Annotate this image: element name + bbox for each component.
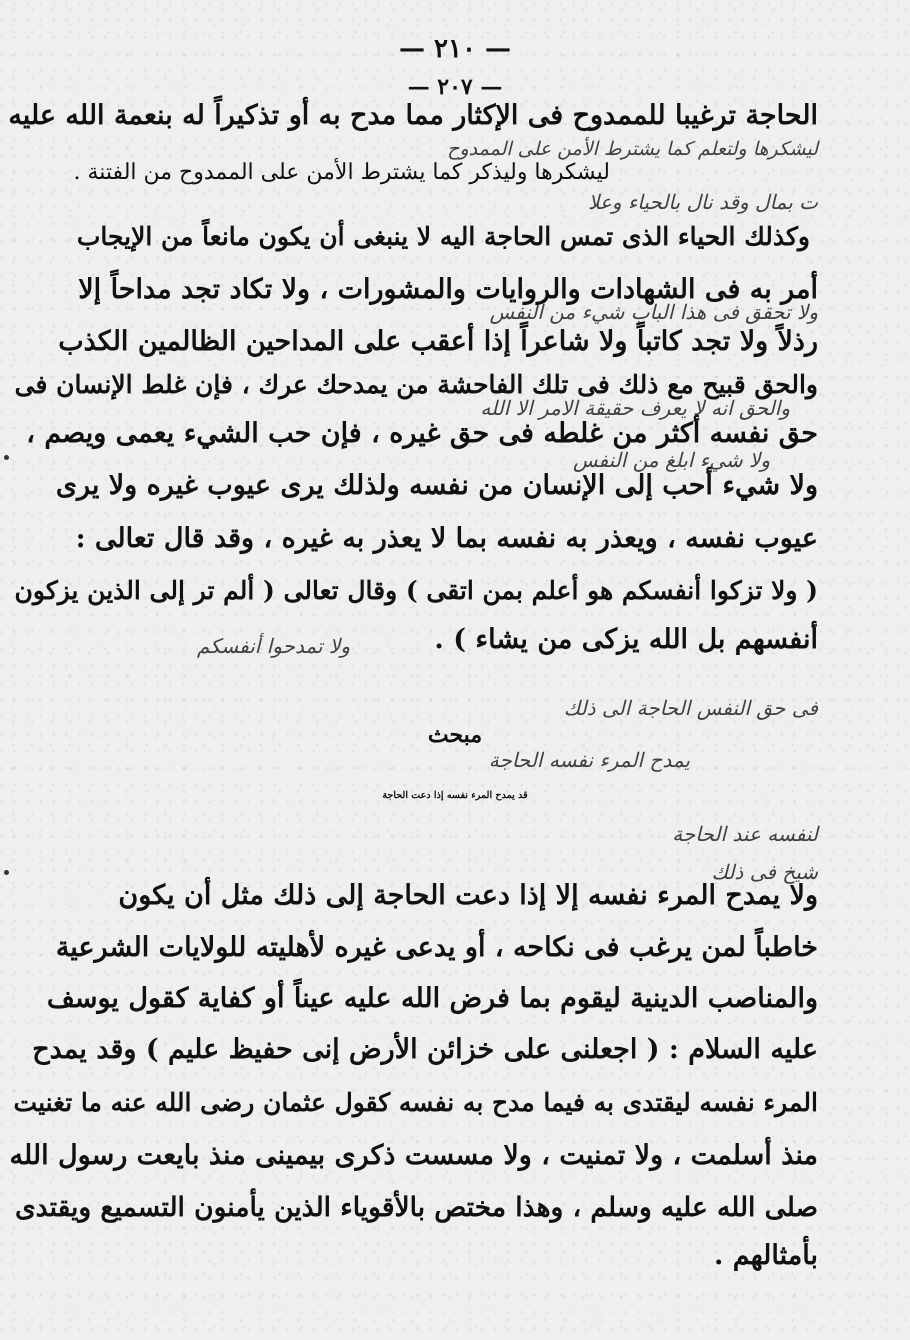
text-line: بأمثالهم . bbox=[713, 1240, 818, 1271]
text-line: عيوب نفسه ، ويعذر به نفسه بما لا يعذر به غيره ، وقد قال تعالى : bbox=[75, 523, 818, 554]
handwritten-annotation: ولا تحقق فى هذا الباب شيء من النفس bbox=[489, 300, 818, 324]
handwritten-annotation: ليشكرها ولتعلم كما يشترط الأمن على الممدوح bbox=[447, 138, 818, 160]
text-line: أمر به فى الشهادات والروايات والمشورات ، ولا تكاد تجد مداحاً إلا bbox=[78, 274, 818, 305]
verse-line: ( ولا تزكوا أنفسكم هو أعلم بمن اتقى ) وقال تعالى ( ألم تر إلى الذين يزكون bbox=[14, 576, 818, 605]
text-line: الحاجة ترغيبا للممدوح فى الإكثار مما مدح به أو تذكيراً له بنعمة الله عليه bbox=[8, 100, 818, 131]
handwritten-annotation: ولا تمدحوا أنفسكم bbox=[196, 634, 350, 658]
text-line: صلى الله عليه وسلم ، وهذا مختص بالأقوياء الذين يأمنون التسميع ويقتدى bbox=[14, 1192, 818, 1223]
scan-speck bbox=[4, 455, 9, 460]
handwritten-annotation: ت بمال وقد نال بالحياء وعلا bbox=[588, 190, 818, 214]
handwritten-annotation: يمدح المرء نفسه الحاجة bbox=[488, 748, 690, 772]
text-line: ولا شيء أحب إلى الإنسان من نفسه ولذلك يرى عيوب غيره ولا يرى bbox=[55, 470, 818, 501]
text-line: عليه السلام : ( اجعلنى على خزائن الأرض إنى حفيظ عليم ) وقد يمدح bbox=[32, 1034, 818, 1065]
text-line: ولا يمدح المرء نفسه إلا إذا دعت الحاجة إلى ذلك مثل أن يكون bbox=[118, 880, 818, 911]
text-line: أنفسهم بل الله يزكى من يشاء ) . bbox=[434, 624, 818, 655]
text-line: خاطباً لمن يرغب فى نكاحه ، أو يدعى غيره لأهليته للولايات الشرعية bbox=[55, 932, 818, 963]
handwritten-annotation: لنفسه عند الحاجة bbox=[672, 822, 818, 846]
handwritten-annotation: شيخ فى ذلك bbox=[711, 860, 818, 884]
page-number-outer: — ٢١٠ — bbox=[398, 34, 512, 64]
text-line: المرء نفسه ليقتدى به فيما مدح به نفسه كقول عثمان رضى الله عنه ما تغنيت bbox=[13, 1088, 818, 1117]
text-line: حق نفسه أكثر من غلطه فى حق غيره ، فإن حب الشيء يعمى ويصم ، bbox=[26, 418, 818, 449]
text-line: منذ أسلمت ، ولا تمنيت ، ولا مسست ذكرى بيمينى منذ بايعت رسول الله bbox=[9, 1140, 818, 1171]
page-number-inner: — ٢٠٧ — bbox=[407, 74, 503, 100]
text-line: وكذلك الحياء الذى تمس الحاجة اليه لا ينبغى أن يكون مانعاً من الإيجاب bbox=[76, 222, 810, 251]
section-label: مبحث bbox=[427, 722, 483, 748]
text-line: رذلاً ولا تجد كاتباً ولا شاعراً إذا أعقب على المداحين الظالمين الكذب bbox=[58, 326, 818, 357]
section-heading: قد يمدح المرء نفسه إذا دعت الحاجة bbox=[382, 790, 528, 801]
handwritten-annotation: والحق انه لا يعرف حقيقة الامر الا الله bbox=[480, 396, 790, 420]
text-line: والحق قبيح مع ذلك فى تلك الفاحشة من يمدحك عرك ، فإن غلط الإنسان فى bbox=[14, 370, 818, 399]
scan-speck bbox=[4, 870, 9, 875]
handwritten-annotation: ولا شيء ابلغ من النفس bbox=[573, 448, 770, 472]
handwritten-annotation: فى حق النفس الحاجة الى ذلك bbox=[563, 696, 818, 720]
text-line: ليشكرها وليذكر كما يشترط الأمن على الممدوح من الفتنة . bbox=[73, 160, 610, 185]
text-line: والمناصب الدينية ليقوم بما فرض الله عليه عيناً أو كفاية كقول يوسف bbox=[46, 983, 818, 1014]
